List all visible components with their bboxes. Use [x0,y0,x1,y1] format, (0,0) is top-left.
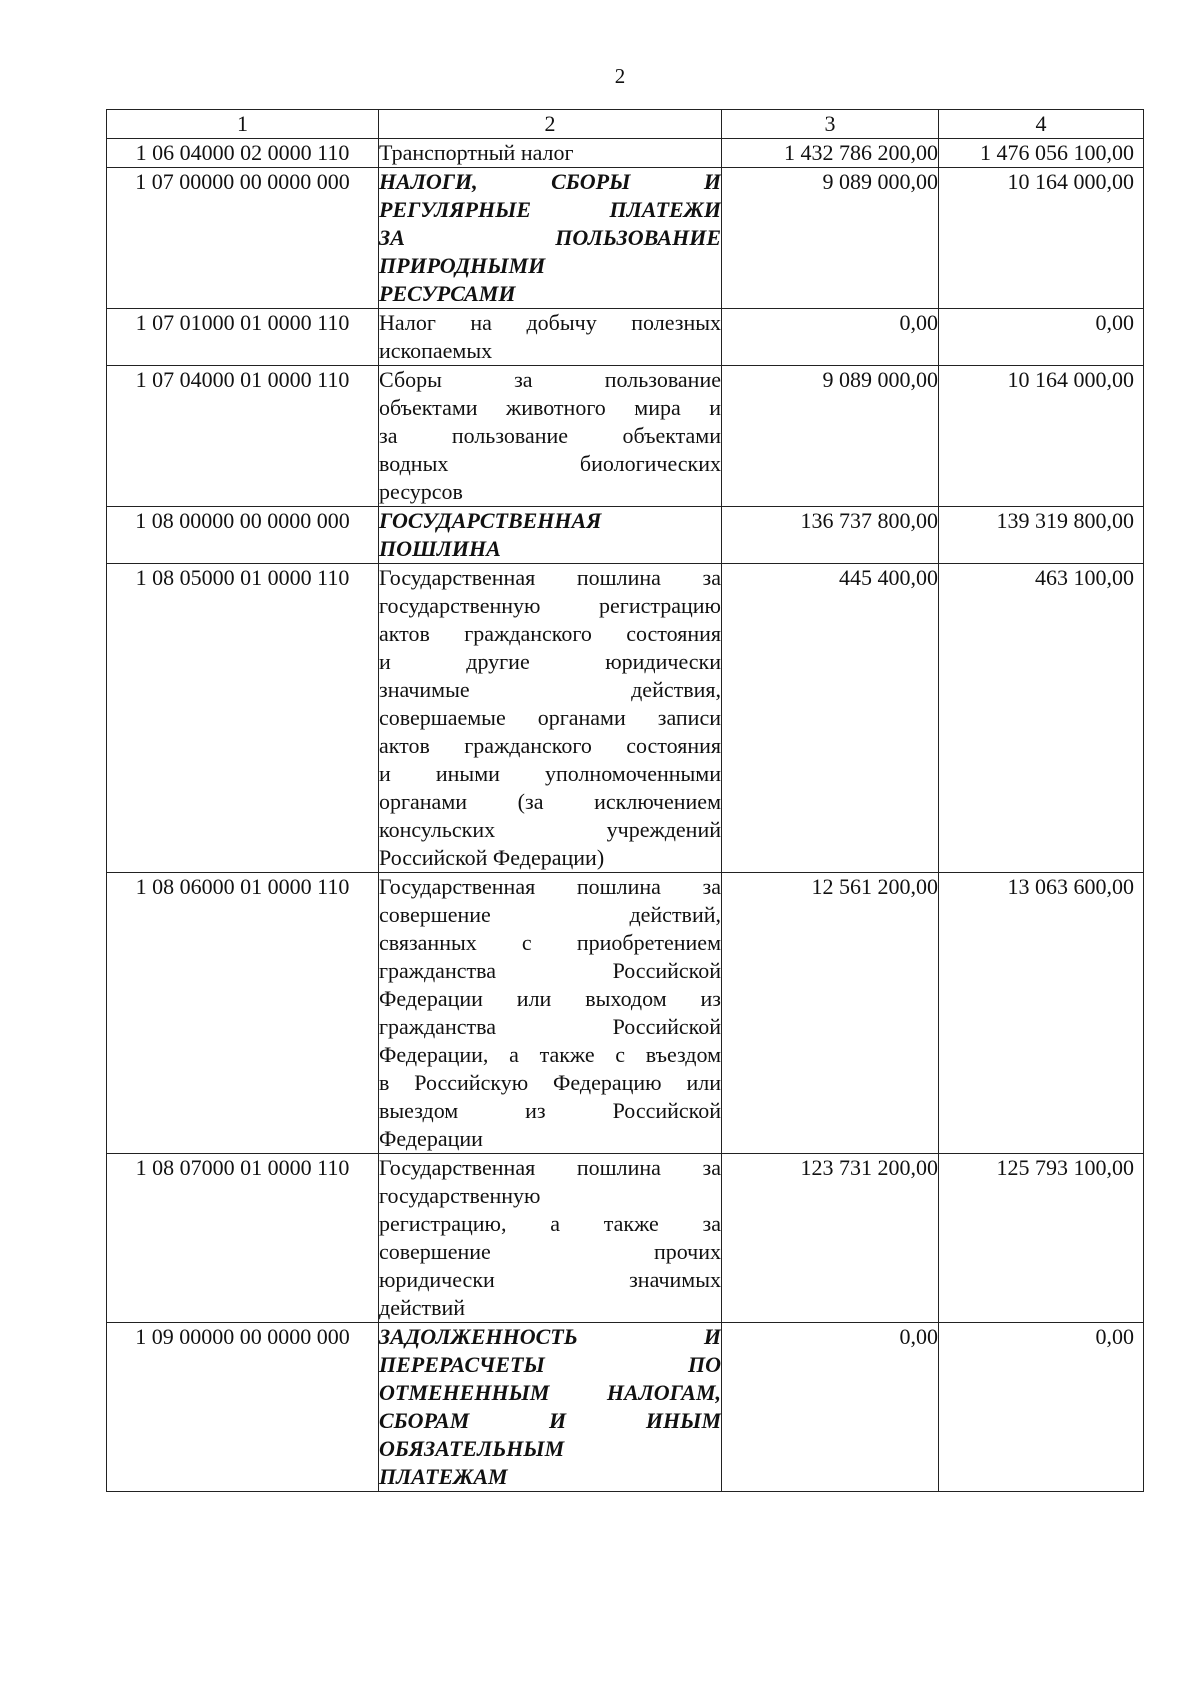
amount-value-2: 10 164 000,00 [939,168,1144,309]
revenue-name-line: Государственная пошлина за [379,1155,721,1180]
amount-value-1: 445 400,00 [722,564,939,873]
table-row [107,168,1144,309]
revenue-name-line: за пользование объектами [379,423,721,448]
amount-value-2: 125 793 100,00 [939,1154,1144,1323]
revenue-name [379,309,722,366]
revenue-name [379,564,722,873]
classification-code: 1 08 00000 00 0000 000 [107,507,379,564]
classification-code: 1 08 07000 01 0000 110 [107,1154,379,1323]
revenue-name-line: РЕСУРСАМИ [379,281,516,306]
revenue-name-line: Государственная пошлина за [379,874,721,899]
revenue-name [379,139,722,168]
revenue-name-line: гражданства Российской [379,958,721,983]
revenue-name [379,873,722,1154]
column-header-value-1: 3 [722,110,939,139]
amount-value-1: 9 089 000,00 [722,168,939,309]
revenue-name-line: ПЕРЕРАСЧЕТЫ ПО [379,1352,721,1377]
revenue-name-line: Сборы за пользование [379,367,721,392]
amount-value-1: 9 089 000,00 [722,366,939,507]
amount-value-2: 463 100,00 [939,564,1144,873]
column-header-code: 1 [107,110,379,139]
revenue-name-line: ОБЯЗАТЕЛЬНЫМ [379,1436,565,1461]
revenue-name-line: ресурсов [379,479,463,504]
table-row [107,1323,1144,1492]
classification-code: 1 07 00000 00 0000 000 [107,168,379,309]
amount-value-1: 1 432 786 200,00 [722,139,939,168]
amount-value-1: 123 731 200,00 [722,1154,939,1323]
revenue-name [379,507,722,564]
revenue-name-line: и другие юридически [379,649,721,674]
revenue-name-line: в Российскую Федерацию или [379,1070,721,1095]
table-body [107,139,1144,1492]
classification-code: 1 07 01000 01 0000 110 [107,309,379,366]
table-row [107,1154,1144,1323]
revenue-name-line: государственную [379,1183,541,1208]
revenue-name-line: НАЛОГИ, СБОРЫ И [379,169,721,194]
revenue-name-line: Налог на добычу полезных [379,310,721,335]
revenue-name-line: актов гражданского состояния [379,621,721,646]
revenue-name-line: ЗАДОЛЖЕННОСТЬ И [379,1324,721,1349]
revenue-name [379,1154,722,1323]
amount-value-2: 139 319 800,00 [939,507,1144,564]
revenue-name-line: Государственная пошлина за [379,565,721,590]
revenue-name-line: консульских учреждений [379,817,721,842]
revenue-name [379,366,722,507]
revenue-name-line: Федерации, а также с въездом [379,1042,721,1067]
revenue-name-line: гражданства Российской [379,1014,721,1039]
revenue-name-line: совершение прочих [379,1239,721,1264]
amount-value-2: 10 164 000,00 [939,366,1144,507]
revenue-name-line: регистрацию, а также за [379,1211,721,1236]
revenue-name-line: РЕГУЛЯРНЫЕ ПЛАТЕЖИ [379,197,721,222]
revenue-name-line: ПЛАТЕЖАМ [379,1464,508,1489]
amount-value-1: 136 737 800,00 [722,507,939,564]
amount-value-1: 0,00 [722,309,939,366]
amount-value-2: 1 476 056 100,00 [939,139,1144,168]
table-row [107,309,1144,366]
revenue-name-line: ГОСУДАРСТВЕННАЯ [379,508,602,533]
revenue-name-line: Федерации или выходом из [379,986,721,1011]
amount-value-1: 12 561 200,00 [722,873,939,1154]
classification-code: 1 06 04000 02 0000 110 [107,139,379,168]
classification-code: 1 08 05000 01 0000 110 [107,564,379,873]
classification-code: 1 07 04000 01 0000 110 [107,366,379,507]
revenue-name-line: совершаемые органами записи [379,705,721,730]
revenue-name-line: выездом из Российской [379,1098,721,1123]
revenue-name-line: органами (за исключением [379,789,721,814]
table-row [107,139,1144,168]
revenue-name [379,1323,722,1492]
amount-value-2: 0,00 [939,1323,1144,1492]
revenue-name [379,168,722,309]
classification-code: 1 08 06000 01 0000 110 [107,873,379,1154]
column-header-name: 2 [379,110,722,139]
revenue-name-line: ЗА ПОЛЬЗОВАНИЕ [379,225,721,250]
column-header-value-2: 4 [939,110,1144,139]
revenue-name-line: совершение действий, [379,902,721,927]
revenue-name-line: ПРИРОДНЫМИ [379,253,546,278]
revenue-name-line: СБОРАМ И ИНЫМ [379,1408,721,1433]
table-row [107,507,1144,564]
revenue-name-line: и иными уполномоченными [379,761,721,786]
revenue-name-line: значимые действия, [379,677,721,702]
revenue-name-line: водных биологических [379,451,721,476]
revenue-name-line: юридически значимых [379,1267,721,1292]
revenue-name-line: действий [379,1295,466,1320]
revenue-name-line: ОТМЕНЕННЫМ НАЛОГАМ, [379,1380,721,1405]
revenue-name-line: Транспортный налог [379,140,574,165]
amount-value-1: 0,00 [722,1323,939,1492]
revenue-name-line: ископаемых [379,338,493,363]
revenue-name-line: объектами животного мира и [379,395,721,420]
table-row [107,564,1144,873]
revenue-name-line: государственную регистрацию [379,593,721,618]
revenue-name-line: связанных с приобретением [379,930,721,955]
revenue-name-line: ПОШЛИНА [379,536,501,561]
revenue-name-line: актов гражданского состояния [379,733,721,758]
classification-code: 1 09 00000 00 0000 000 [107,1323,379,1492]
amount-value-2: 0,00 [939,309,1144,366]
header-row [107,110,1144,139]
table-row [107,366,1144,507]
page-number: 2 [614,64,626,88]
budget-table [106,109,1144,1492]
revenue-name-line: Федерации [379,1126,483,1151]
amount-value-2: 13 063 600,00 [939,873,1144,1154]
table-row [107,873,1144,1154]
revenue-name-line: Российской Федерации) [379,845,605,870]
